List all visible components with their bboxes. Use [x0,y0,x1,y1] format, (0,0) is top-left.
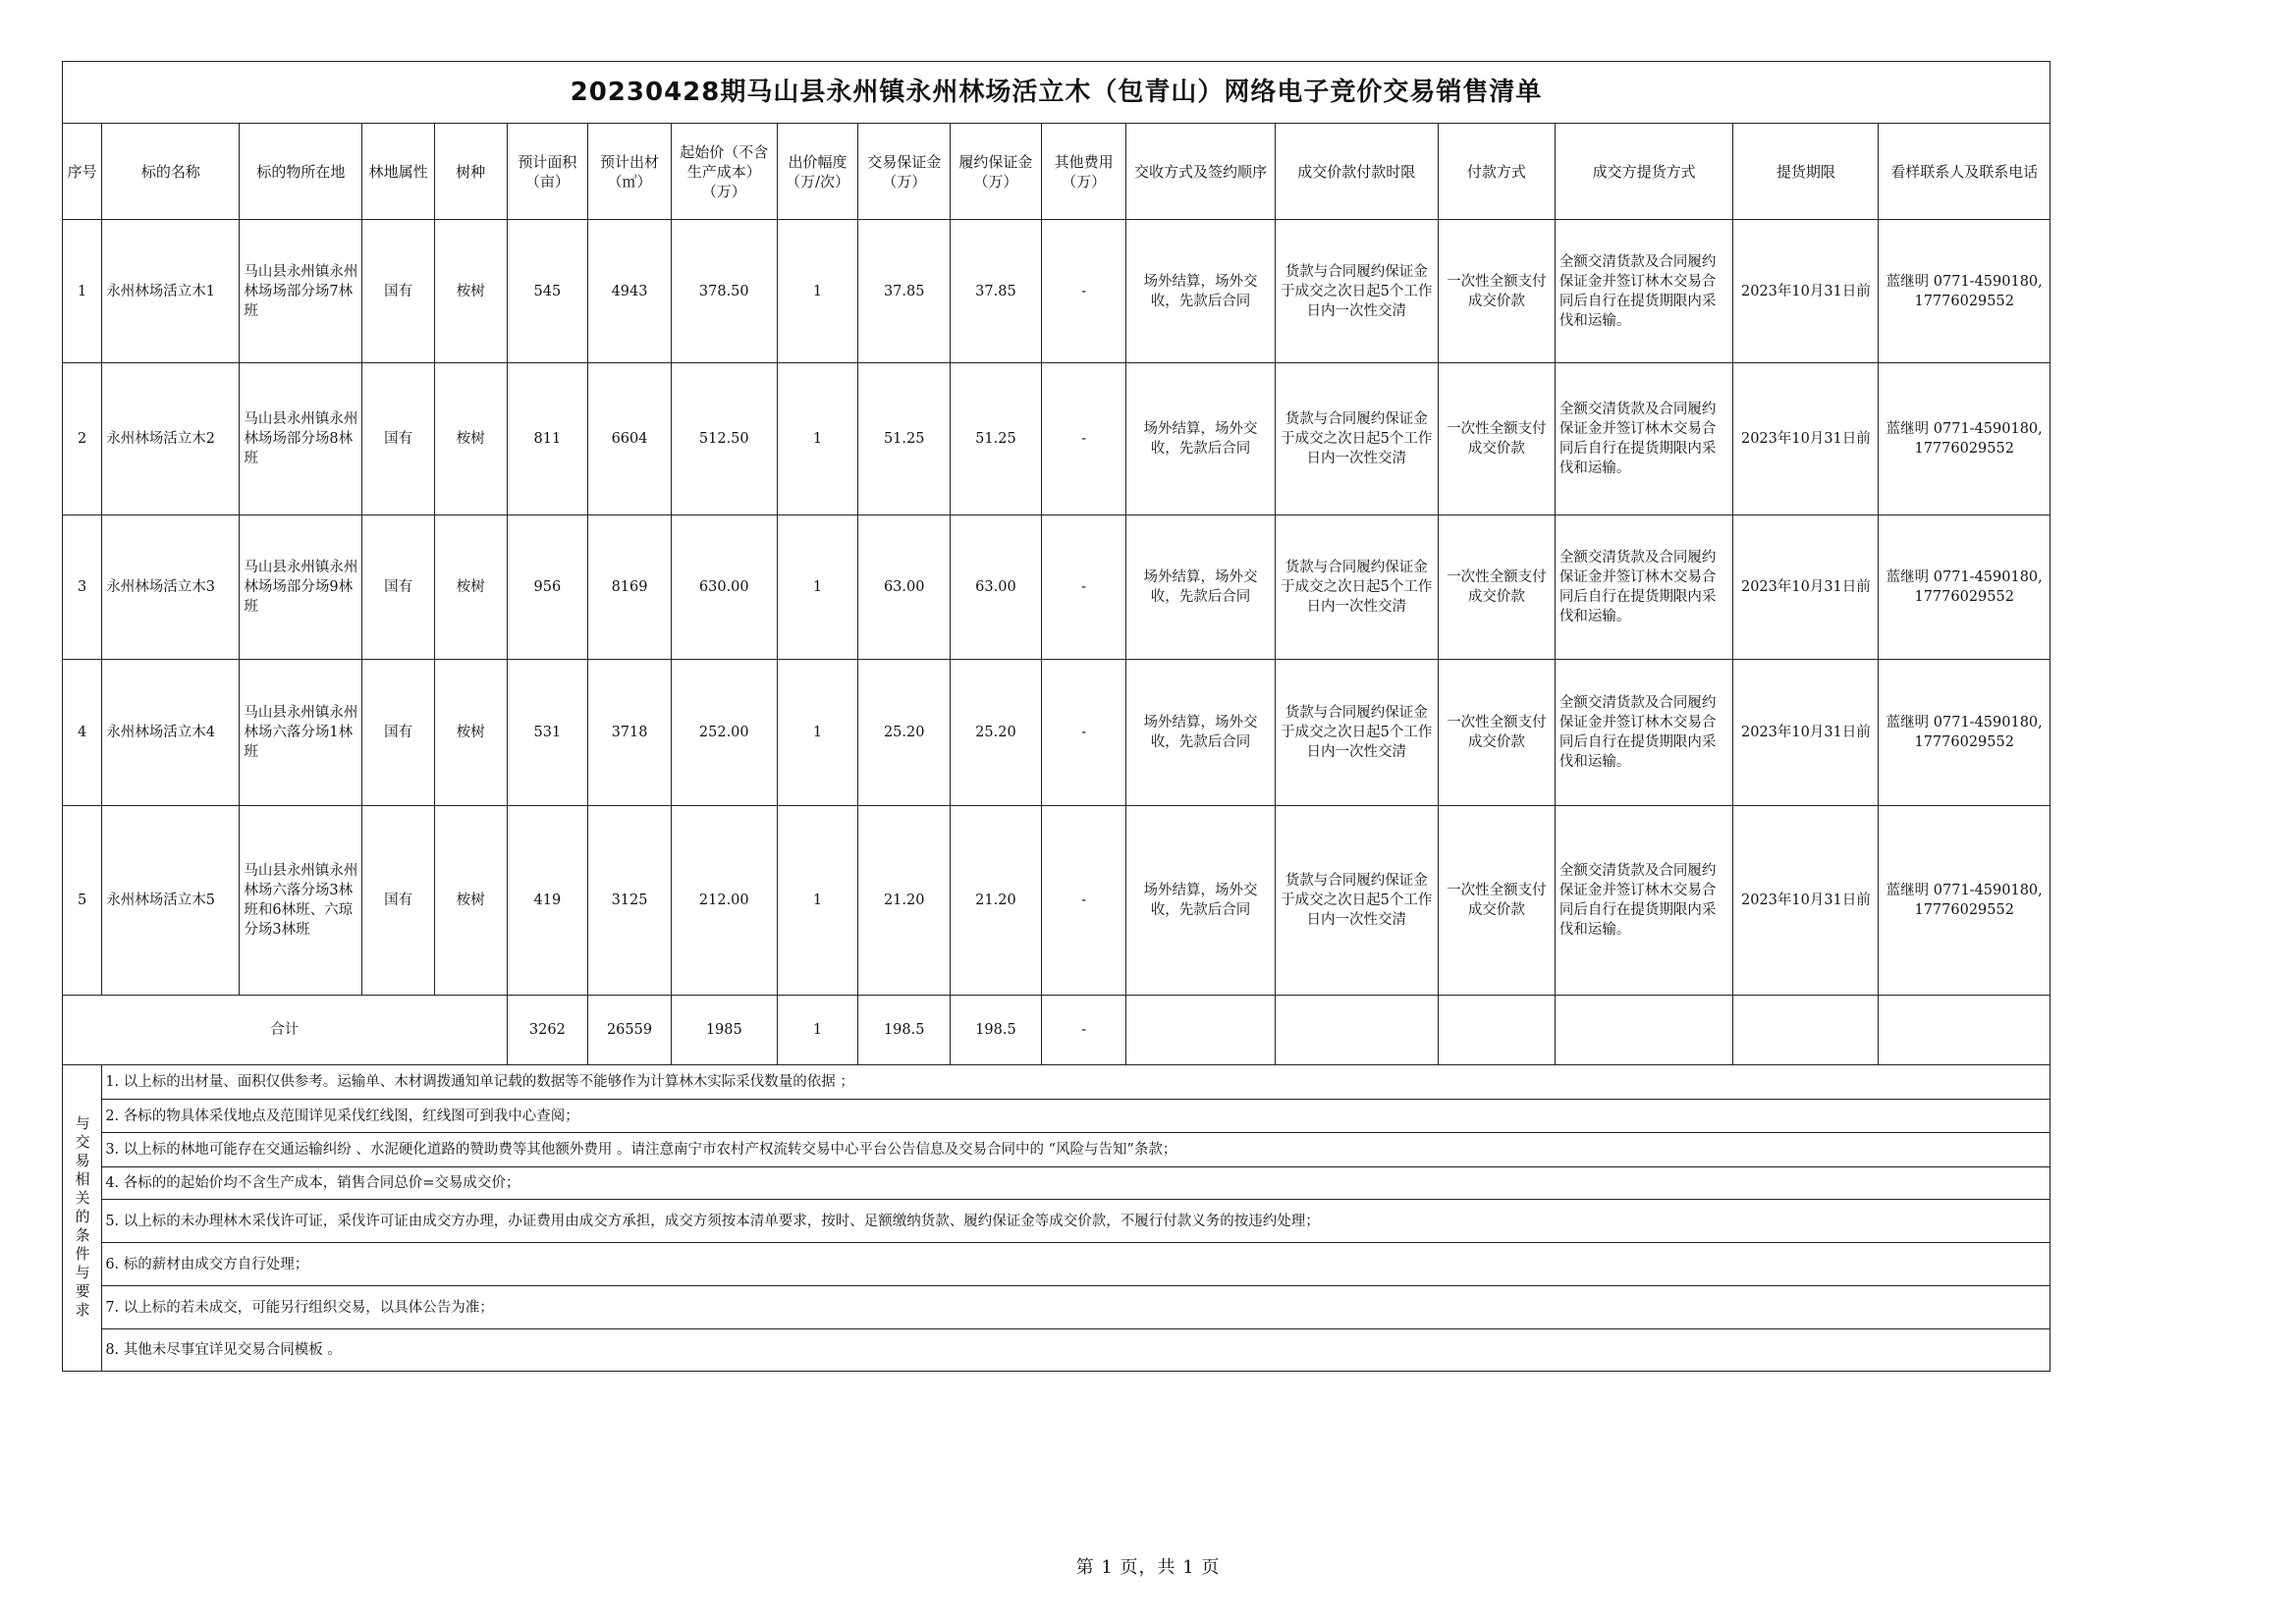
table-cell: 永州林场活立木4 [102,660,240,806]
table-cell: 场外结算，场外交收，先款后合同 [1126,220,1275,363]
condition-row [63,1065,2050,1100]
condition-text: 7. 以上标的若未成交，可能另行组织交易，以具体公告为准； [102,1286,2050,1329]
table-cell: 永州林场活立木3 [102,515,240,660]
condition-text: 5. 以上标的未办理林木采伐许可证，采伐许可证由成交方办理，办证费用由成交方承担，成交方须按本清单要求，按时、足额缴纳货款、履约保证金等成交价款，不履行付款义务的按违约处理； [102,1200,2050,1243]
table-row [63,220,2050,363]
table-cell: 378.50 [671,220,777,363]
column-header: 其他费用（万） [1041,124,1126,220]
column-header: 序号 [63,124,102,220]
table-cell: 国有 [362,515,435,660]
table-cell: 蓝继明 0771-4590180, 17776029552 [1879,806,2050,996]
table-cell: 545 [507,220,588,363]
table-cell: 一次性全额支付成交价款 [1438,363,1555,515]
table-cell: 212.00 [671,806,777,996]
table-cell: 蓝继明 0771-4590180, 17776029552 [1879,363,2050,515]
table-cell: 桉树 [434,806,507,996]
table-cell: 桉树 [434,363,507,515]
table-cell: 一次性全额支付成交价款 [1438,515,1555,660]
table-cell: 1 [63,220,102,363]
column-header: 交易保证金（万） [858,124,951,220]
column-header: 交收方式及签约顺序 [1126,124,1275,220]
condition-row [63,1286,2050,1329]
condition-row [63,1243,2050,1286]
table-cell: 货款与合同履约保证金于成交之次日起5个工作日内一次性交清 [1275,363,1438,515]
sales-list-table [62,61,2050,1372]
table-cell: 国有 [362,363,435,515]
table-cell: 全额交清货款及合同履约保证金并签订林木交易合同后自行在提货期限内采伐和运输。 [1555,806,1732,996]
table-cell: 场外结算，场外交收，先款后合同 [1126,806,1275,996]
table-cell: 21.20 [858,806,951,996]
table-cell: - [1041,220,1126,363]
condition-text: 2. 各标的物具体采伐地点及范围详见采伐红线图，红线图可到我中心查阅； [102,1100,2050,1133]
table-cell: 25.20 [951,660,1042,806]
column-header: 预计出材（㎥） [588,124,672,220]
table-cell: 2023年10月31日前 [1733,363,1879,515]
table-cell: 场外结算，场外交收，先款后合同 [1126,515,1275,660]
condition-row [63,1100,2050,1133]
table-cell: 198.5 [858,996,951,1065]
column-header: 预计面积（亩） [507,124,588,220]
table-cell: 531 [507,660,588,806]
column-header: 林地属性 [362,124,435,220]
table-cell: 51.25 [951,363,1042,515]
table-cell: 26559 [588,996,672,1065]
table-cell: 马山县永州镇永州林场场部分场8林班 [240,363,362,515]
table-cell: 货款与合同履约保证金于成交之次日起5个工作日内一次性交清 [1275,515,1438,660]
empty-cell [1275,996,1438,1065]
table-cell: 2023年10月31日前 [1733,806,1879,996]
table-cell: 2023年10月31日前 [1733,220,1879,363]
table-cell: 一次性全额支付成交价款 [1438,220,1555,363]
condition-text: 3. 以上标的林地可能存在交通运输纠纷 、水泥硬化道路的赞助费等其他额外费用 。请注意南宁市农村产权流转交易中心平台公告信息及交易合同中的 “风险与告知”条款； [102,1133,2050,1167]
column-header: 成交方提货方式 [1555,124,1732,220]
condition-row [63,1200,2050,1243]
table-cell: 51.25 [858,363,951,515]
table-cell: 4943 [588,220,672,363]
empty-cell [1126,996,1275,1065]
table-cell: 桉树 [434,660,507,806]
column-header: 成交价款付款时限 [1275,124,1438,220]
table-cell: 512.50 [671,363,777,515]
table-cell: 全额交清货款及合同履约保证金并签订林木交易合同后自行在提货期限内采伐和运输。 [1555,220,1732,363]
table-cell: 4 [63,660,102,806]
table-cell: 国有 [362,660,435,806]
table-cell: 马山县永州镇永州林场场部分场9林班 [240,515,362,660]
table-cell: 3718 [588,660,672,806]
table-cell: 37.85 [951,220,1042,363]
table-cell: 811 [507,363,588,515]
table-cell: 419 [507,806,588,996]
empty-cell [1733,996,1879,1065]
table-cell: 630.00 [671,515,777,660]
table-row [63,660,2050,806]
condition-row [63,1329,2050,1372]
table-cell: 国有 [362,220,435,363]
empty-cell [1555,996,1732,1065]
table-cell: - [1041,363,1126,515]
column-header: 标的名称 [102,124,240,220]
table-cell: - [1041,515,1126,660]
table-cell: - [1041,996,1126,1065]
table-cell: 全额交清货款及合同履约保证金并签订林木交易合同后自行在提货期限内采伐和运输。 [1555,363,1732,515]
table-cell: 1985 [671,996,777,1065]
table-cell: 2023年10月31日前 [1733,660,1879,806]
table-cell: 1 [777,996,858,1065]
total-label: 合计 [63,996,508,1065]
header-row [63,124,2050,220]
table-cell: 1 [777,515,858,660]
condition-row [63,1167,2050,1200]
condition-text: 6. 标的薪材由成交方自行处理； [102,1243,2050,1286]
table-cell: 1 [777,363,858,515]
table-cell: 63.00 [858,515,951,660]
table-cell: 马山县永州镇永州林场六落分场3林班和6林班、六琼分场3林班 [240,806,362,996]
table-cell: 桉树 [434,220,507,363]
column-header: 履约保证金（万） [951,124,1042,220]
empty-cell [1879,996,2050,1065]
condition-text: 4. 各标的的起始价均不含生产成本，销售合同总价=交易成交价； [102,1167,2050,1200]
table-cell: 37.85 [858,220,951,363]
column-header: 看样联系人及联系电话 [1879,124,2050,220]
table-cell: 场外结算，场外交收，先款后合同 [1126,660,1275,806]
table-cell: 全额交清货款及合同履约保证金并签订林木交易合同后自行在提货期限内采伐和运输。 [1555,660,1732,806]
table-cell: 2 [63,363,102,515]
page-title: 20230428期马山县永州镇永州林场活立木（包青山）网络电子竞价交易销售清单 [63,62,2050,124]
table-row [63,363,2050,515]
column-header: 树种 [434,124,507,220]
table-cell: - [1041,806,1126,996]
table-cell: 永州林场活立木1 [102,220,240,363]
table-cell: 货款与合同履约保证金于成交之次日起5个工作日内一次性交清 [1275,806,1438,996]
table-cell: 蓝继明 0771-4590180, 17776029552 [1879,660,2050,806]
table-cell: 63.00 [951,515,1042,660]
table-cell: 一次性全额支付成交价款 [1438,806,1555,996]
column-header: 出价幅度（万/次） [777,124,858,220]
table-cell: 马山县永州镇永州林场场部分场7林班 [240,220,362,363]
table-cell: 25.20 [858,660,951,806]
table-cell: 蓝继明 0771-4590180, 17776029552 [1879,515,2050,660]
empty-cell [1438,996,1555,1065]
table-cell: 国有 [362,806,435,996]
table-cell: 永州林场活立木5 [102,806,240,996]
condition-text: 8. 其他未尽事宜详见交易合同模板 。 [102,1329,2050,1372]
total-row [63,996,2050,1065]
table-row [63,515,2050,660]
condition-row [63,1133,2050,1167]
table-cell: 蓝继明 0771-4590180, 17776029552 [1879,220,2050,363]
table-cell: 马山县永州镇永州林场六落分场1林班 [240,660,362,806]
column-header: 提货期限 [1733,124,1879,220]
table-cell: 5 [63,806,102,996]
table-cell: 桉树 [434,515,507,660]
column-header: 标的物所在地 [240,124,362,220]
table-cell: 货款与合同履约保证金于成交之次日起5个工作日内一次性交清 [1275,660,1438,806]
table-cell: 2023年10月31日前 [1733,515,1879,660]
table-cell: 全额交清货款及合同履约保证金并签订林木交易合同后自行在提货期限内采伐和运输。 [1555,515,1732,660]
table-cell: 3125 [588,806,672,996]
table-cell: 1 [777,220,858,363]
condition-text: 1. 以上标的出材量、面积仅供参考。运输单、木材调拨通知单记载的数据等不能够作为计算林木实际采伐数量的依据 ； [102,1065,2050,1100]
table-cell: 永州林场活立木2 [102,363,240,515]
table-cell: 3 [63,515,102,660]
page-footer: 第 1 页，共 1 页 [1075,1557,1221,1578]
column-header: 付款方式 [1438,124,1555,220]
table-cell: 252.00 [671,660,777,806]
table-cell: 198.5 [951,996,1042,1065]
table-row [63,806,2050,996]
table-cell: 一次性全额支付成交价款 [1438,660,1555,806]
table-cell: 21.20 [951,806,1042,996]
table-cell: 956 [507,515,588,660]
column-header: 起始价（不含生产成本）（万） [671,124,777,220]
conditions-label: 与交易相关的条件与要求 [63,1065,102,1372]
table-cell: 1 [777,806,858,996]
table-cell: 8169 [588,515,672,660]
table-cell: 1 [777,660,858,806]
table-cell: 场外结算，场外交收，先款后合同 [1126,363,1275,515]
table-cell: 3262 [507,996,588,1065]
table-cell: 货款与合同履约保证金于成交之次日起5个工作日内一次性交清 [1275,220,1438,363]
table-cell: - [1041,660,1126,806]
table-cell: 6604 [588,363,672,515]
